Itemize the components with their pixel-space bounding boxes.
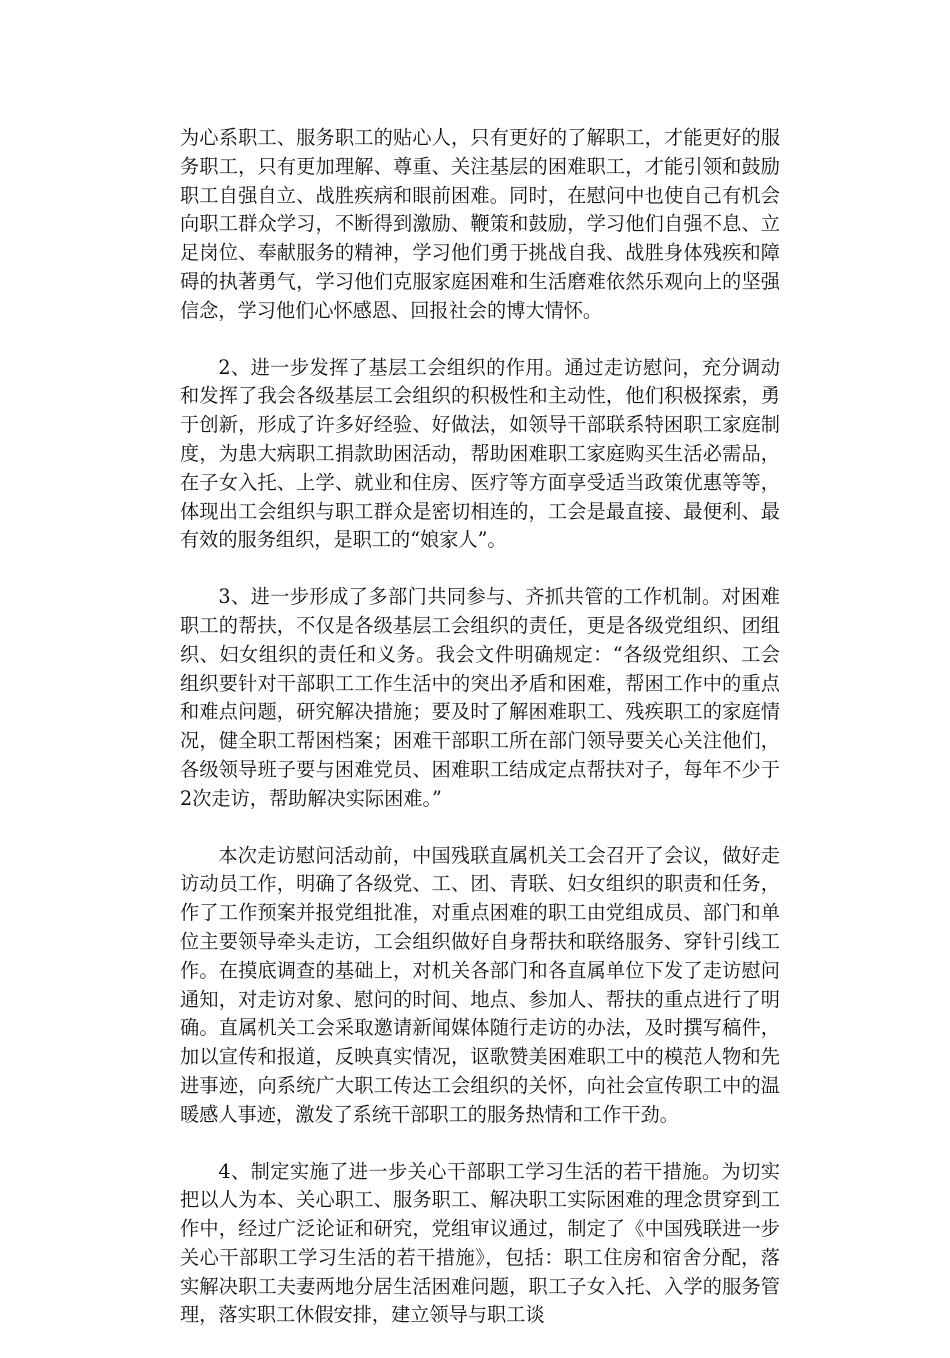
paragraph-5: 4、制定实施了进一步关心干部职工学习生活的若干措施。为切实把以人为本、关心职工、服务职工、解决职工实际困难的理念贯穿到工作中，经过广泛论证和研究，党组审议通过，制定了《中国残联进一步关心干部职工学习生活的若干措施》，包括：职工住房和宿舍分配，落实解决职工夫妻两地分居生活困难问题，职工子女入托、入学的服务管理，落实职工休假安排，建立领导与职工谈: [180, 1159, 780, 1327]
paragraph-2: 2、进一步发挥了基层工会组织的作用。通过走访慰问，充分调动和发挥了我会各级基层工会组织的积极性和主动性，他们积极探索，勇于创新，形成了许多好经验、好做法，如领导干部联系特困职工家庭制度，为患大病职工捐款助困活动，帮助困难职工家庭购买生活必需品，在子女入托、上学、就业和住房、医疗等方面享受适当政策优惠等等，体现出工会组织与职工群众是密切相连的，工会是最直接、最便利、最有效的服务组织，是职工的“娘家人”。: [180, 355, 780, 552]
paragraph-3: 3、进一步形成了多部门共同参与、齐抓共管的工作机制。对困难职工的帮扶，不仅是各级基层工会组织的责任，更是各级党组织、团组织、妇女组织的责任和义务。我会文件明确规定：“各级党组织、工会组织要针对干部职工工作生活中的突出矛盾和困难，帮困工作中的重点和难点问题，研究解决措施；要及时了解困难职工、残疾职工的家庭情况，健全职工帮困档案；困难干部职工所在部门领导要关心关注他们，各级领导班子要与困难党员、困难职工结成定点帮扶对子，每年不少于2次走访，帮助解决实际困难。”: [180, 585, 780, 810]
paragraph-4: 本次走访慰问活动前，中国残联直属机关工会召开了会议，做好走访动员工作，明确了各级党、工、团、青联、妇女组织的职责和任务，作了工作预案并报党组批准，对重点困难的职工由党组成员、部门和单位主要领导牵头走访，工会组织做好自身帮扶和联络服务、穿针引线工作。在摸底调查的基础上，对机关各部门和各直属单位下发了走访慰问通知，对走访对象、慰问的时间、地点、参加人、帮扶的重点进行了明确。直属机关工会采取邀请新闻媒体随行走访的办法，及时撰写稿件，加以宣传和报道，反映真实情况，讴歌赞美困难职工中的模范人物和先进事迹，向系统广大职工传达工会组织的关怀，向社会宣传职工中的温暖感人事迹，激发了系统干部职工的服务热情和工作干劲。: [180, 843, 780, 1126]
paragraph-1: 为心系职工、服务职工的贴心人，只有更好的了解职工，才能更好的服务职工，只有更加理解、尊重、关注基层的困难职工，才能引领和鼓励职工自强自立、战胜疾病和眼前困难。同时，在慰问中也使自己有机会向职工群众学习，不断得到激励、鞭策和鼓励，学习他们自强不息、立足岗位、奉献服务的精神，学习他们勇于挑战自我、战胜身体残疾和障碍的执著勇气，学习他们克服家庭困难和生活磨难依然乐观向上的坚强信念，学习他们心怀感恩、回报社会的博大情怀。: [180, 126, 780, 322]
document-page: [180, 124, 780, 1358]
